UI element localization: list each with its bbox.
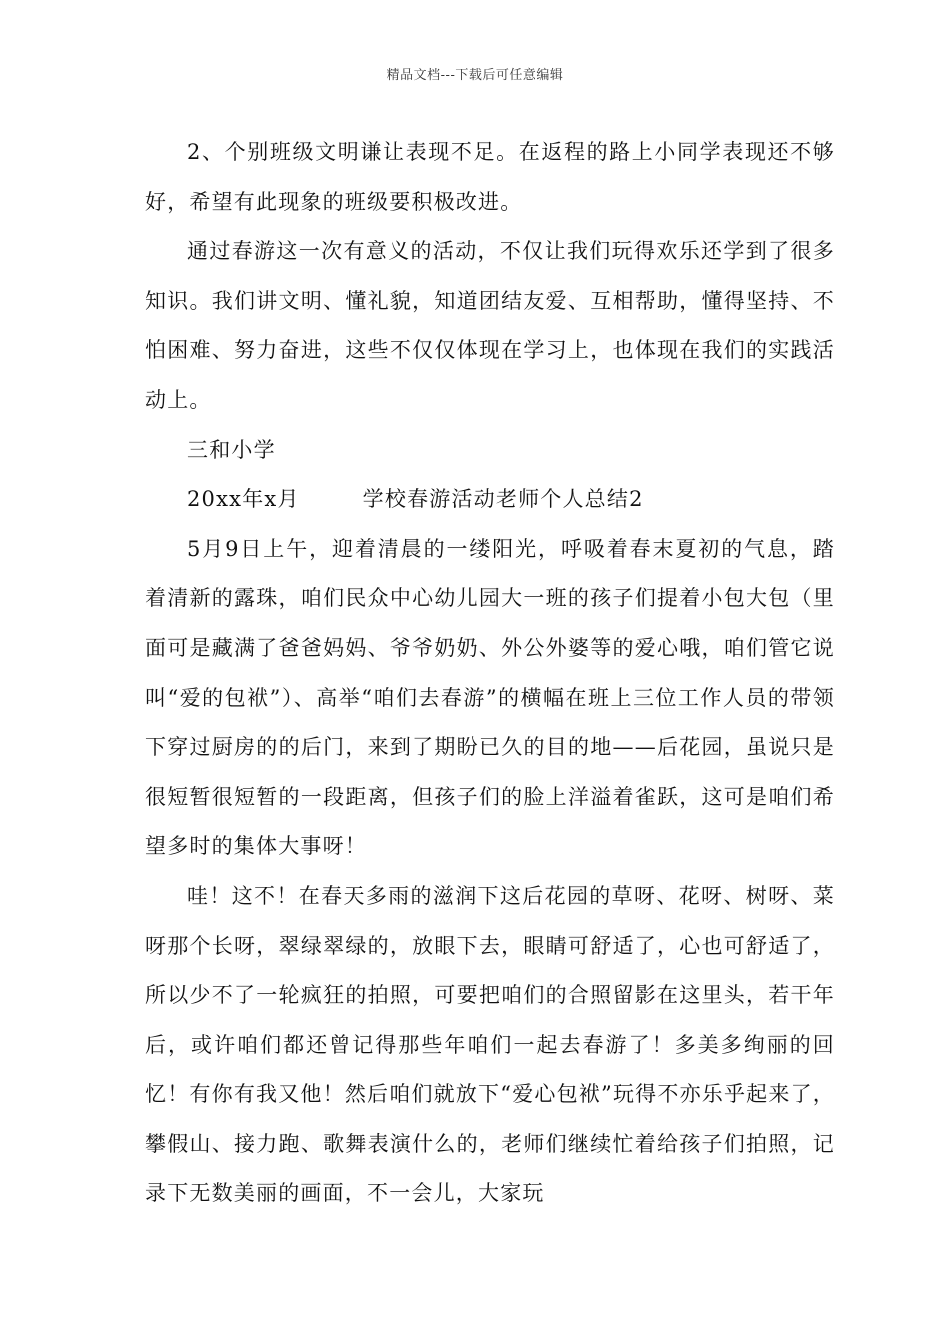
paragraph: 5月9日上午，迎着清晨的一缕阳光，呼吸着春末夏初的气息，踏着清新的露珠，咱们民众中心幼儿园大一班的孩子们提着小包大包（里面可是藏满了爸爸妈妈、爷爷奶奶、外公外婆等的爱心哦，咱们管它说叫“爱的包袱”）、高举“咱们去春游”的横幅在班上三位工作人员的带领下穿过厨房的的后门，来到了期盼已久的目的地——后花园，虽说只是很短暂很短暂的一段距离，但孩子们的脸上洋溢着雀跃，这可是咱们希望多时的集体大事呀！ — [145, 536, 835, 859]
school-name: 三和小学 — [187, 437, 276, 462]
paragraph: 通过春游这一次有意义的活动，不仅让我们玩得欢乐还学到了很多知识。我们讲文明、懂礼貌，知道团结友爱、互相帮助，懂得坚持、不怕困难、努力奋进，这些不仅仅体现在学习上，也体现在我们的实践活动上。 — [145, 239, 835, 412]
date: 20xx年x月 — [187, 487, 300, 512]
page-header: 精品文档---下载后可任意编辑 — [386, 68, 564, 83]
document-body — [145, 128, 835, 1219]
section-title: 学校春游活动老师个人总结2 — [362, 487, 644, 512]
date-title-line — [145, 475, 835, 525]
paragraph: 哇！这不！在春天多雨的滋润下这后花园的草呀、花呀、树呀、菜呀那个长呀，翠绿翠绿的，放眼下去，眼睛可舒适了，心也可舒适了，所以少不了一轮疯狂的拍照，可要把咱们的合照留影在这里头，若干年后，或许咱们都还曾记得那些年咱们一起去春游了！多美多绚丽的回忆！有你有我又他！然后咱们就放下“爱心包袱”玩得不亦乐乎起来了，攀假山、接力跑、歌舞表演什么的，老师们继续忙着给孩子们拍照，记录下无数美丽的画面，不一会儿，大家玩 — [145, 883, 835, 1206]
paragraph: 2、个别班级文明谦让表现不足。在返程的路上小同学表现还不够好，希望有此现象的班级要积极改进。 — [145, 140, 835, 214]
